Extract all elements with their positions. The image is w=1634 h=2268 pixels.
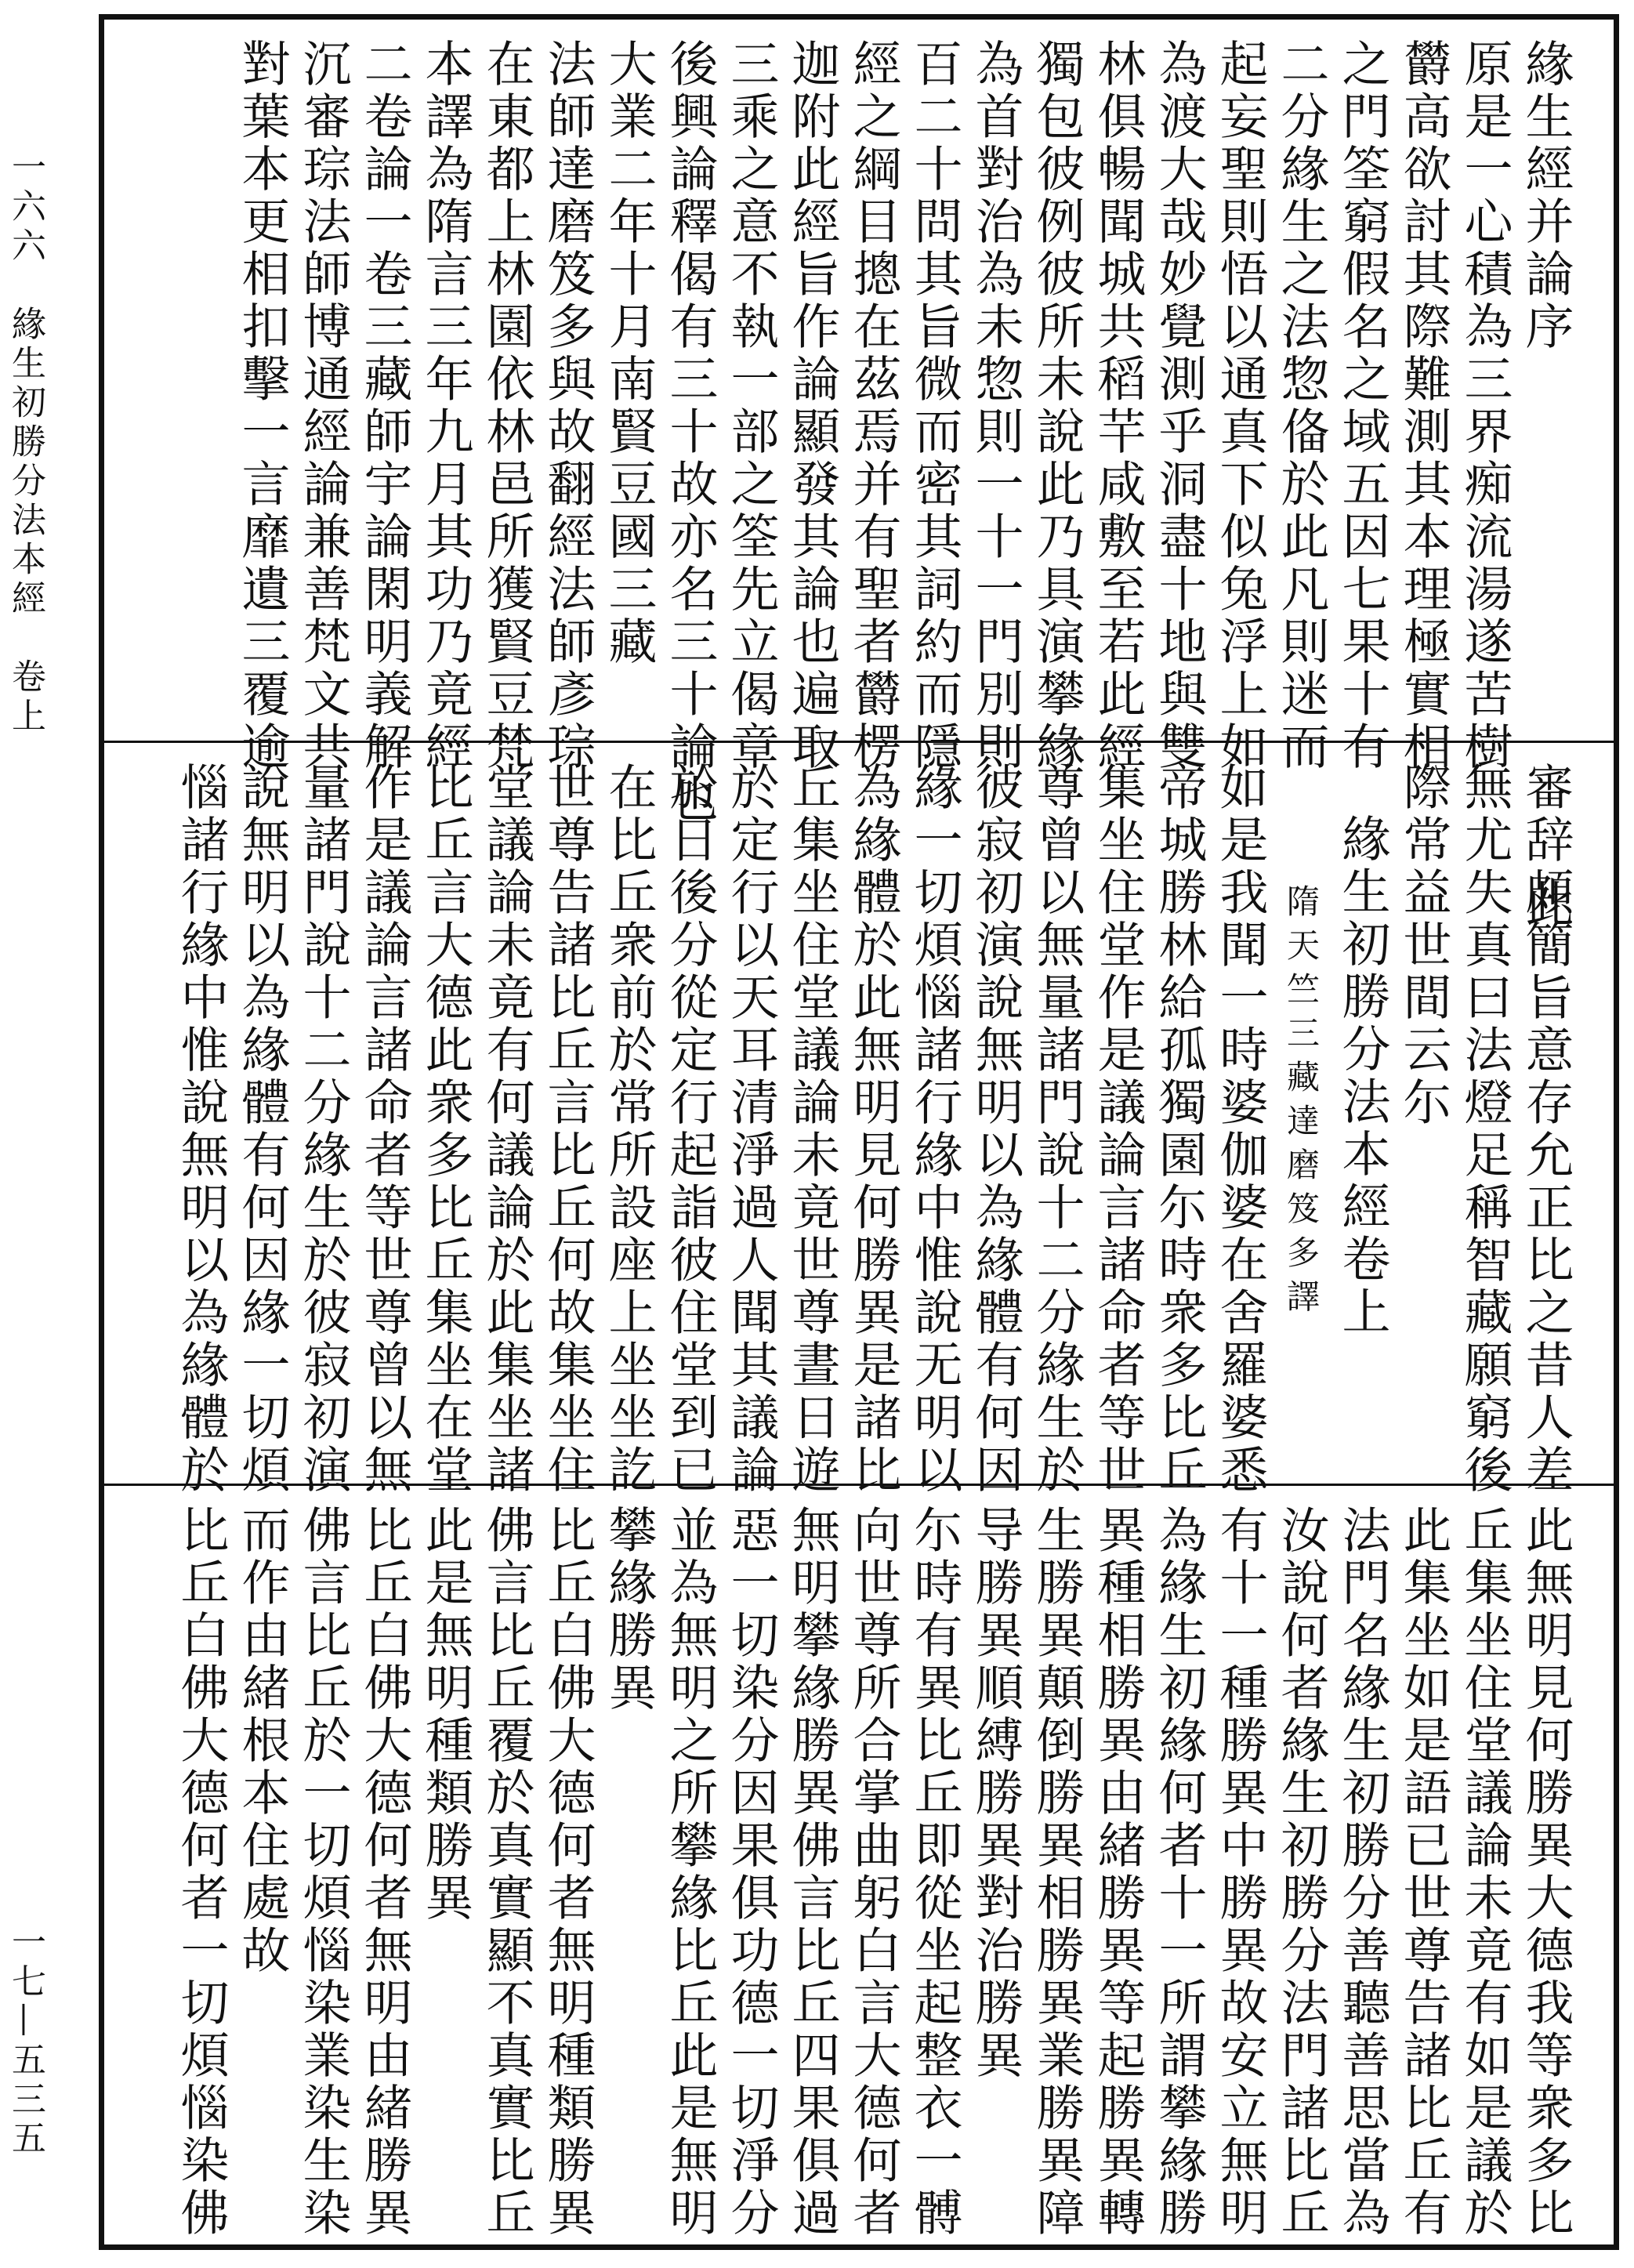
text-column: 經之綱目摠在茲焉并有聖者欝楞 bbox=[845, 38, 902, 774]
text-column: 世尊告諸比丘言比丘何故集坐住 bbox=[539, 762, 596, 1497]
text-column: 而作由緒根本住處故 bbox=[234, 1505, 291, 1977]
panel-sutra-opening bbox=[104, 741, 1614, 1497]
text-column: 為渡大哉妙覺測乎洞盡十地與雙 bbox=[1150, 38, 1208, 774]
text-column: 比丘白佛大德何者無明由緒勝異 bbox=[356, 1505, 413, 2240]
text-column: 為首對治為未惣則一十一門別則 bbox=[967, 38, 1024, 774]
text-column: 导勝異順縛勝異對治勝異 bbox=[967, 1505, 1024, 2082]
text-column: 作是議論言諸命者等世尊曾以無 bbox=[356, 762, 413, 1497]
text-column: 大業二年十月南賢豆國三藏 bbox=[600, 38, 658, 668]
text-column: 起妄聖則悟以通真下似兔浮上如 bbox=[1212, 38, 1269, 774]
text-column: 獨包彼例彼所未說此乃具演攀緣 bbox=[1028, 38, 1085, 774]
text-column: 此集坐如是語已世尊告諸比丘有 bbox=[1395, 1505, 1452, 2240]
text-column: 攀緣勝異 bbox=[600, 1505, 658, 1715]
text-column: 法門名緣生初勝分善聽善思當為 bbox=[1334, 1505, 1391, 2240]
text-column: 無明攀緣勝異佛言比丘四果俱過 bbox=[784, 1505, 841, 2240]
text-column: 為緣體於此無明見何勝異是諸比 bbox=[845, 762, 902, 1497]
sutra-columns bbox=[170, 743, 1576, 1497]
text-column: 有十一種勝異中勝異故安立無明 bbox=[1212, 1505, 1269, 2240]
preface-columns bbox=[231, 20, 1576, 931]
text-column: 為緣生初緣何者十一所謂攀緣勝 bbox=[1150, 1505, 1208, 2240]
text-column: 原是一心積為三界痴流湯遂苦樹 bbox=[1456, 38, 1513, 774]
text-column: 丘集坐住堂議論未竟世尊晝日遊 bbox=[784, 762, 841, 1497]
text-column: 比丘白佛大德何者無明種類勝異 bbox=[539, 1505, 596, 2240]
text-column: 比丘言大德此衆多比丘集坐在堂 bbox=[417, 762, 474, 1497]
panel-preface bbox=[104, 20, 1614, 931]
text-column: 說無明以為緣體有何因緣一切煩 bbox=[234, 762, 291, 1497]
text-column: 丘集坐住堂議論未竟有如是議於 bbox=[1456, 1505, 1513, 2240]
text-column: 帝城勝林給孤獨園尓時衆多比丘 bbox=[1150, 762, 1208, 1497]
text-column: 惱諸行緣中惟說無明以為緣體於 bbox=[172, 762, 230, 1497]
text-column: 三乘之意不執一部之筌先立偈章 bbox=[723, 38, 780, 774]
text-column: 二卷論一卷三藏師宇論閑明義解 bbox=[356, 38, 413, 774]
text-column: 尊曾以無量諸門說十二分緣生於 bbox=[1028, 762, 1085, 1497]
sutra-title: 緣生初勝分法本經卷上 bbox=[1334, 813, 1391, 1339]
text-column: 在比丘衆前於常所設座上坐坐訖 bbox=[600, 762, 658, 1497]
text-column: 如是我聞一時婆伽婆在舍羅婆悉 bbox=[1212, 762, 1269, 1497]
text-column: 際常益世間云尓 bbox=[1395, 762, 1452, 1129]
text-column: 向世尊所合掌曲躬白言大德何者 bbox=[845, 1505, 902, 2240]
text-column: 後興論釋偈有三十故亦名三十論也 bbox=[661, 38, 719, 826]
text-column: 彼寂初演說無明以為緣體有何因 bbox=[967, 762, 1024, 1497]
page-number: 一七—五三五 bbox=[5, 1924, 45, 2159]
body-columns bbox=[170, 1486, 1576, 2244]
text-column: 對葉本更相扣擊一言靡遺三覆逾 bbox=[234, 38, 291, 774]
text-column: 法師達磨笈多與故翻經法師彥琮 bbox=[539, 38, 596, 774]
translator-line: 隋天竺三藏達磨笈多譯 bbox=[1282, 884, 1321, 1323]
text-column: 二分緣生之法惣俻於此凡則迷而 bbox=[1273, 38, 1330, 774]
text-column: 比丘白佛大德何者一切煩惱染佛 bbox=[172, 1505, 230, 2240]
panel-sutra-body bbox=[104, 1484, 1614, 2244]
text-column: 林俱暢聞城共稻芉咸敷至若此經 bbox=[1089, 38, 1147, 774]
text-column: 於定行以天耳清淨過人聞其議論 bbox=[723, 762, 780, 1497]
text-column: 生勝異顛倒勝異相勝異業勝異障 bbox=[1028, 1505, 1085, 2240]
text-column: 集坐住堂作是議論言諸命者等世 bbox=[1089, 762, 1147, 1497]
text-column: 百二十問其旨微而密其詞約而隱 bbox=[906, 38, 963, 774]
text-column: 之門筌窮假名之域五因七果十有 bbox=[1334, 38, 1391, 774]
text-column: 沉審琮法師博通經論兼善梵文共 bbox=[295, 38, 352, 774]
text-column: 佛言比丘於一切煩惱染業染生染 bbox=[295, 1505, 352, 2240]
text-column: 惡一切染分因果俱功德一切淨分 bbox=[723, 1505, 780, 2240]
text-column: 審辞頗簡旨意存允正比之昔人差 bbox=[1517, 762, 1574, 1497]
margin-title: 一六六 緣生初勝分法本經 卷上 bbox=[5, 149, 45, 737]
text-column: 迦附此經旨作論顯發其論也遍取 bbox=[784, 38, 841, 774]
text-column: 尓時有異比丘即從坐起整衣一髆 bbox=[906, 1505, 963, 2240]
text-column: 無尤失真曰法燈足稱智藏願窮後 bbox=[1456, 762, 1513, 1497]
text-column: 並為無明之所攀緣比丘此是無明 bbox=[661, 1505, 719, 2240]
text-column: 堂議論未竟有何議論於此集坐諸 bbox=[478, 762, 535, 1497]
text-column: 量諸門說十二分緣生於彼寂初演 bbox=[295, 762, 352, 1497]
text-column: 異種相勝異由緒勝異等起勝異轉 bbox=[1089, 1505, 1147, 2240]
text-column: 此是無明種類勝異 bbox=[417, 1505, 474, 1925]
text-column: 佛言比丘覆於真實顯不真實比丘 bbox=[478, 1505, 535, 2240]
text-column: 本譯為隋言三年九月其功乃竟經 bbox=[417, 38, 474, 774]
text-column: 汝說何者緣生初勝分法門諸比丘 bbox=[1273, 1505, 1330, 2240]
text-column: 欝高欲討其際難測其本理極實相 bbox=[1395, 38, 1452, 774]
text-column: 此無明見何勝異大德我等衆多比 bbox=[1517, 1505, 1574, 2240]
text-column: 於日後分從定行起詣彼住堂到已 bbox=[661, 762, 719, 1497]
page-frame bbox=[99, 14, 1619, 2250]
text-column: 在東都上林園依林邑所獲賢豆梵 bbox=[478, 38, 535, 774]
text-column: 緣生經并論序 此 bbox=[1517, 38, 1574, 931]
text-column: 緣一切煩惱諸行緣中惟說无明以 bbox=[906, 762, 963, 1497]
